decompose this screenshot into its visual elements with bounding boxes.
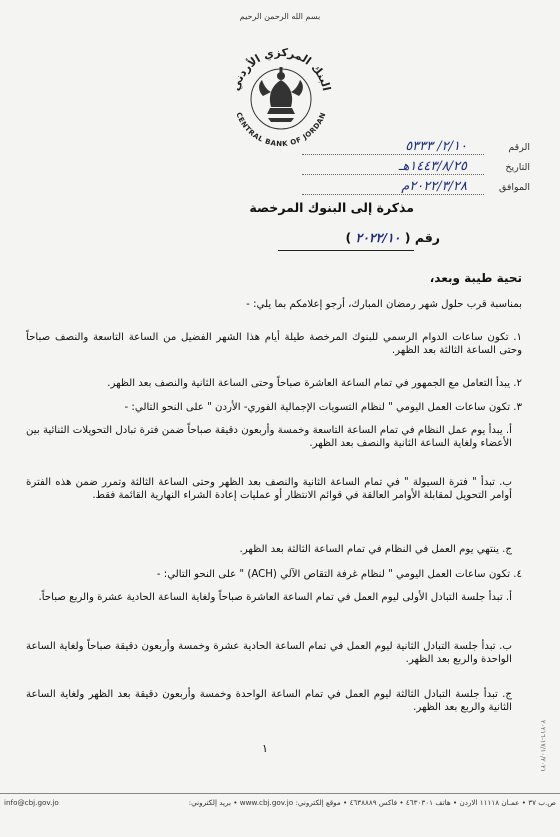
item-4c: ج. تبدأ جلسة التبادل الثالثة ليوم العمل في تمام الساعة الواحدة وخمسة وأربعون دقيقة بعد الظهر ولغاية الساعة الثانية والربع بعد الظهر. [26,689,512,713]
date-row [310,159,530,174]
memo-number [345,230,440,245]
date-underline [302,174,484,175]
item-3c: ج. ينتهي يوم العمل في النظام في تمام الساعة الثالثة بعد الظهر. [239,544,512,555]
logo-english-text: CENTRAL BANK OF JORDAN [234,111,328,149]
item-4: ٤. تكون ساعات العمل اليومي " لنظام غرفة التقاص الآلي (ACH) " على النحو التالي: - [156,569,522,580]
equivalent-date-underline [302,194,484,195]
basmala: بسم الله الرحمن الرحيم [239,12,321,21]
logo-arabic-text: البنك المركزي الأردني [228,45,334,93]
item-4a: أ. تبدأ جلسة التبادل الأولى ليوم العمل في تمام الساعة العاشرة صباحاً ولغاية الساعة الحادية عشرة والربع صباحاً. [38,592,512,603]
date-value: ١٤٤٣/٨/٢٥هـ [398,159,467,174]
item-1: ١. تكون ساعات الدوام الرسمي للبنوك المرخصة طيلة أيام هذا الشهر الفضيل من الساعة التاسعة والنصف صباحاً وحتى الساعة الثالثة بعد الظهر. [26,332,522,356]
memo-number-prefix: رقم ( [404,230,440,245]
memo-number-value: ٢٠٢٢/١٠ [355,230,401,245]
item-2: ٢. يبدأ التعامل مع الجمهور في تمام الساعة العاشرة صباحاً وحتى الساعة الثانية والنصف بعد الظهر. [107,378,522,389]
item-3a: أ. يبدأ يوم عمل النظام في تمام الساعة التاسعة وخمسة وأربعون دقيقة صباحاً ضمن فترة تبادل التحويلات الثنائية بين الأعضاء ولغاية الساعة الثانية والنصف بعد الظهر. [26,425,512,449]
equivalent-date-row [310,179,530,194]
reference-underline [302,154,484,155]
item-3b: ب. تبدأ " فترة السيولة " في تمام الساعة الثانية والنصف بعد الظهر وحتى الساعة الثالثة وتمرر ضمن هذه الفترة أوامر التحويل لمقابلة الأوامر العالقة في قوائم الانتظار أو عمليات إعادة الشراء النهارية القائمة فقط. [26,477,512,501]
equivalent-date-value: ٢٠٢٢/٣/٢٨م [401,179,467,194]
item-4b: ب. تبدأ جلسة التبادل الثانية ليوم العمل في تمام الساعة الحادية عشرة وخمسة وأربعون دقيقة صباحاً ولغاية الساعة الواحدة والربع بعد الظهر. [26,641,512,665]
side-reference-code: ١٧/١٠/٢٠٢١-٢٠٢١٦ [539,720,547,773]
footer-divider [0,793,560,794]
footer-address: ص.ب ٣٧ • عمـان ١١١١٨ الاردن • هاتف ٤٦٣٠٣٠١ • فاكس ٤٦٣٨٨٨٩ • موقع إلكتروني: www.cbj.gov.jo • بريد إلكتروني: [188,798,556,807]
greeting: تحية طيبة وبعد، [429,271,522,285]
reference-label: الرقم [508,142,530,153]
date-label: التاريخ [505,162,530,173]
footer-email: info@cbj.gov.jo [4,798,59,807]
item-3: ٣. تكون ساعات العمل اليومي " لنظام التسويات الإجمالية الفوري- الأردن " على النحو التالي: - [124,402,522,413]
memo-number-underline [278,250,414,251]
reference-row [310,139,530,154]
page-number: ١ [262,742,268,755]
footer [4,798,556,807]
intro-paragraph: بمناسبة قرب حلول شهر رمضان المبارك، أرجو إعلامكم بما يلي: - [246,299,522,310]
memo-title: مذكرة إلى البنوك المرخصة [249,200,414,215]
equivalent-date-label: الموافق [498,182,530,193]
reference-value: ٢/١٠/ ٥٣٣٣ [405,139,467,154]
memo-number-suffix: ) [345,230,352,245]
